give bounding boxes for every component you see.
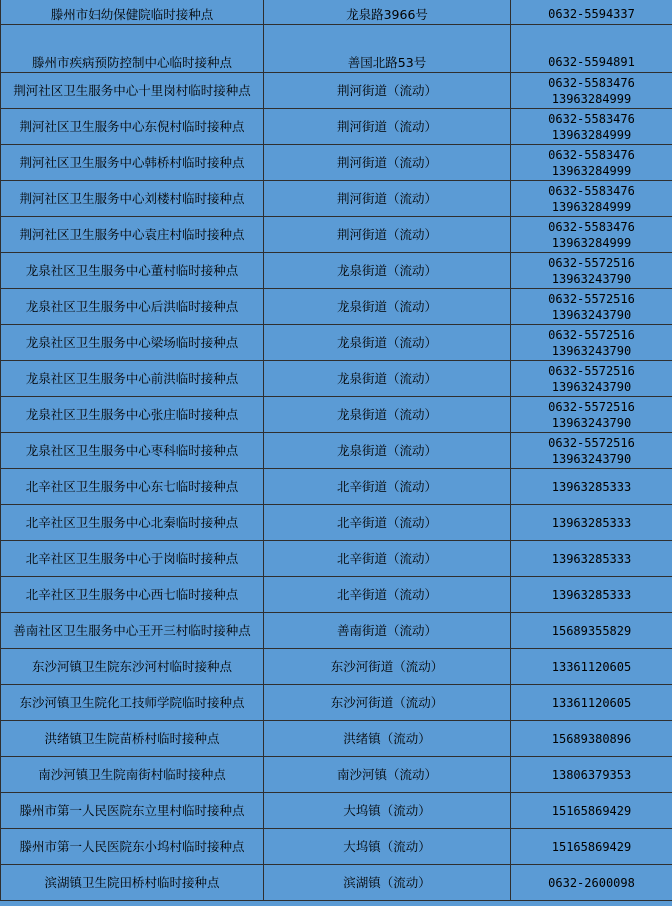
- phone-number: 15165869429: [551, 803, 632, 818]
- phone-number: 13963285333: [551, 479, 632, 494]
- phone-number: 13963284999: [551, 235, 632, 250]
- site-name-cell: 滕州市第一人民医院东小坞村临时接种点: [1, 829, 264, 865]
- site-name-cell: 荆河社区卫生服务中心十里岗村临时接种点: [1, 73, 264, 109]
- phone-cell: [511, 649, 672, 685]
- phone-number: 13963284999: [551, 199, 632, 214]
- phone-number: 0632-5594337: [548, 7, 635, 21]
- phone-number: 0632-5583476: [548, 111, 635, 126]
- phone-number: 0632-5572516: [548, 255, 635, 270]
- phone-cell: [511, 469, 672, 505]
- phone-cell: [511, 217, 672, 253]
- phone-number: 15689355829: [551, 623, 632, 638]
- address-cell: 荆河街道（流动）: [264, 181, 511, 217]
- address-cell: 龙泉街道（流动）: [264, 325, 511, 361]
- site-name-cell: 龙泉社区卫生服务中心董村临时接种点: [1, 253, 264, 289]
- site-name-cell: 北辛社区卫生服务中心北秦临时接种点: [1, 505, 264, 541]
- table-row: [1, 649, 672, 685]
- site-name-cell: 荆河社区卫生服务中心袁庄村临时接种点: [1, 217, 264, 253]
- phone-cell: [511, 0, 672, 25]
- phone-cell: [511, 433, 672, 469]
- phone-cell: [511, 865, 672, 901]
- address-cell: 善国北路53号: [264, 25, 511, 73]
- phone-cell: [511, 505, 672, 541]
- table-row: [1, 577, 672, 613]
- phone-number: 13963284999: [551, 163, 632, 178]
- site-name-cell: 洪绪镇卫生院苗桥村临时接种点: [1, 721, 264, 757]
- site-name-cell: 龙泉社区卫生服务中心后洪临时接种点: [1, 289, 264, 325]
- phone-number: 0632-2600098: [548, 875, 635, 890]
- phone-number: 13963284999: [551, 127, 632, 142]
- site-name-cell: 善南社区卫生服务中心王开三村临时接种点: [1, 613, 264, 649]
- phone-number: 13963243790: [551, 343, 632, 358]
- phone-number: 13806379353: [551, 767, 632, 782]
- address-cell: 东沙河街道（流动）: [264, 685, 511, 721]
- site-name-cell: 龙泉社区卫生服务中心张庄临时接种点: [1, 397, 264, 433]
- address-cell: 滨湖镇（流动）: [264, 865, 511, 901]
- phone-number: 13963243790: [551, 307, 632, 322]
- table-row: [1, 505, 672, 541]
- phone-number: 13963243790: [551, 415, 632, 430]
- phone-number: 0632-5583476: [548, 75, 635, 90]
- phone-number: 15689380896: [551, 731, 632, 746]
- phone-cell: [511, 181, 672, 217]
- table-row: [1, 0, 672, 25]
- address-cell: 北辛街道（流动）: [264, 577, 511, 613]
- phone-cell: [511, 25, 672, 73]
- phone-cell: [511, 253, 672, 289]
- phone-cell: [511, 73, 672, 109]
- phone-cell: [511, 289, 672, 325]
- phone-number: 0632-5594891: [548, 55, 635, 69]
- site-name-cell: 北辛社区卫生服务中心东七临时接种点: [1, 469, 264, 505]
- address-cell: 龙泉街道（流动）: [264, 289, 511, 325]
- address-cell: 南沙河镇（流动）: [264, 757, 511, 793]
- phone-cell: [511, 757, 672, 793]
- address-cell: 大坞镇（流动）: [264, 793, 511, 829]
- phone-cell: [511, 793, 672, 829]
- address-cell: 荆河街道（流动）: [264, 73, 511, 109]
- phone-number: 13963284999: [551, 91, 632, 106]
- phone-number: 0632-5572516: [548, 363, 635, 378]
- table-row: [1, 541, 672, 577]
- address-cell: 东沙河街道（流动）: [264, 649, 511, 685]
- phone-number: 0632-5583476: [548, 219, 635, 234]
- phone-number: 13963285333: [551, 551, 632, 566]
- table-row: [1, 253, 672, 289]
- table-row: [1, 289, 672, 325]
- site-name-cell: 荆河社区卫生服务中心东倪村临时接种点: [1, 109, 264, 145]
- site-name-cell: 荆河社区卫生服务中心刘楼村临时接种点: [1, 181, 264, 217]
- phone-number: 13963243790: [551, 271, 632, 286]
- phone-cell: [511, 145, 672, 181]
- site-name-cell: 滨湖镇卫生院田桥村临时接种点: [1, 865, 264, 901]
- table-row: [1, 361, 672, 397]
- table-row: [1, 757, 672, 793]
- phone-number: 0632-5583476: [548, 183, 635, 198]
- table-row: [1, 433, 672, 469]
- site-name-cell: 龙泉社区卫生服务中心前洪临时接种点: [1, 361, 264, 397]
- phone-number: 13963243790: [551, 451, 632, 466]
- table-row: [1, 397, 672, 433]
- site-name-cell: 北辛社区卫生服务中心于岗临时接种点: [1, 541, 264, 577]
- table-row: [1, 613, 672, 649]
- phone-cell: [511, 361, 672, 397]
- site-name-cell: 龙泉社区卫生服务中心梁场临时接种点: [1, 325, 264, 361]
- table-row: [1, 109, 672, 145]
- table-body: [1, 0, 672, 901]
- phone-number: 0632-5572516: [548, 435, 635, 450]
- address-cell: 大坞镇（流动）: [264, 829, 511, 865]
- phone-number: 13361120605: [551, 659, 632, 674]
- phone-cell: [511, 721, 672, 757]
- table-row: [1, 829, 672, 865]
- address-cell: 龙泉街道（流动）: [264, 433, 511, 469]
- table-row: [1, 181, 672, 217]
- phone-number: 15165869429: [551, 839, 632, 854]
- table-row: [1, 73, 672, 109]
- phone-cell: [511, 325, 672, 361]
- address-cell: 龙泉街道（流动）: [264, 361, 511, 397]
- phone-number: 0632-5572516: [548, 327, 635, 342]
- table-row: [1, 721, 672, 757]
- table-row: [1, 469, 672, 505]
- phone-number: 13963243790: [551, 379, 632, 394]
- site-name-cell: 滕州市第一人民医院东立里村临时接种点: [1, 793, 264, 829]
- site-name-cell: 东沙河镇卫生院东沙河村临时接种点: [1, 649, 264, 685]
- phone-number: 0632-5583476: [548, 147, 635, 162]
- address-cell: 北辛街道（流动）: [264, 541, 511, 577]
- address-cell: 善南街道（流动）: [264, 613, 511, 649]
- address-cell: 北辛街道（流动）: [264, 505, 511, 541]
- phone-cell: [511, 829, 672, 865]
- phone-number: 13963285333: [551, 587, 632, 602]
- table-row: [1, 25, 672, 73]
- phone-cell: [511, 685, 672, 721]
- site-name-cell: 龙泉社区卫生服务中心枣科临时接种点: [1, 433, 264, 469]
- site-name-cell: 荆河社区卫生服务中心韩桥村临时接种点: [1, 145, 264, 181]
- site-name-cell: 东沙河镇卫生院化工技师学院临时接种点: [1, 685, 264, 721]
- phone-number: 0632-5572516: [548, 291, 635, 306]
- phone-cell: [511, 577, 672, 613]
- address-cell: 龙泉路3966号: [264, 0, 511, 25]
- phone-cell: [511, 613, 672, 649]
- address-cell: 荆河街道（流动）: [264, 109, 511, 145]
- address-cell: 洪绪镇（流动）: [264, 721, 511, 757]
- address-cell: 北辛街道（流动）: [264, 469, 511, 505]
- address-cell: 荆河街道（流动）: [264, 217, 511, 253]
- table-row: [1, 145, 672, 181]
- site-name-cell: 滕州市疾病预防控制中心临时接种点: [1, 25, 264, 73]
- phone-number: 13963285333: [551, 515, 632, 530]
- site-name-cell: 滕州市妇幼保健院临时接种点: [1, 0, 264, 25]
- table-row: [1, 217, 672, 253]
- phone-cell: [511, 397, 672, 433]
- site-name-cell: 南沙河镇卫生院南街村临时接种点: [1, 757, 264, 793]
- table-row: [1, 793, 672, 829]
- address-cell: 龙泉街道（流动）: [264, 253, 511, 289]
- phone-cell: [511, 109, 672, 145]
- phone-cell: [511, 541, 672, 577]
- address-cell: 荆河街道（流动）: [264, 145, 511, 181]
- phone-number: 13361120605: [551, 695, 632, 710]
- table-row: [1, 685, 672, 721]
- table-row: [1, 865, 672, 901]
- table-row: [1, 325, 672, 361]
- site-name-cell: 北辛社区卫生服务中心西七临时接种点: [1, 577, 264, 613]
- phone-number: 0632-5572516: [548, 399, 635, 414]
- address-cell: 龙泉街道（流动）: [264, 397, 511, 433]
